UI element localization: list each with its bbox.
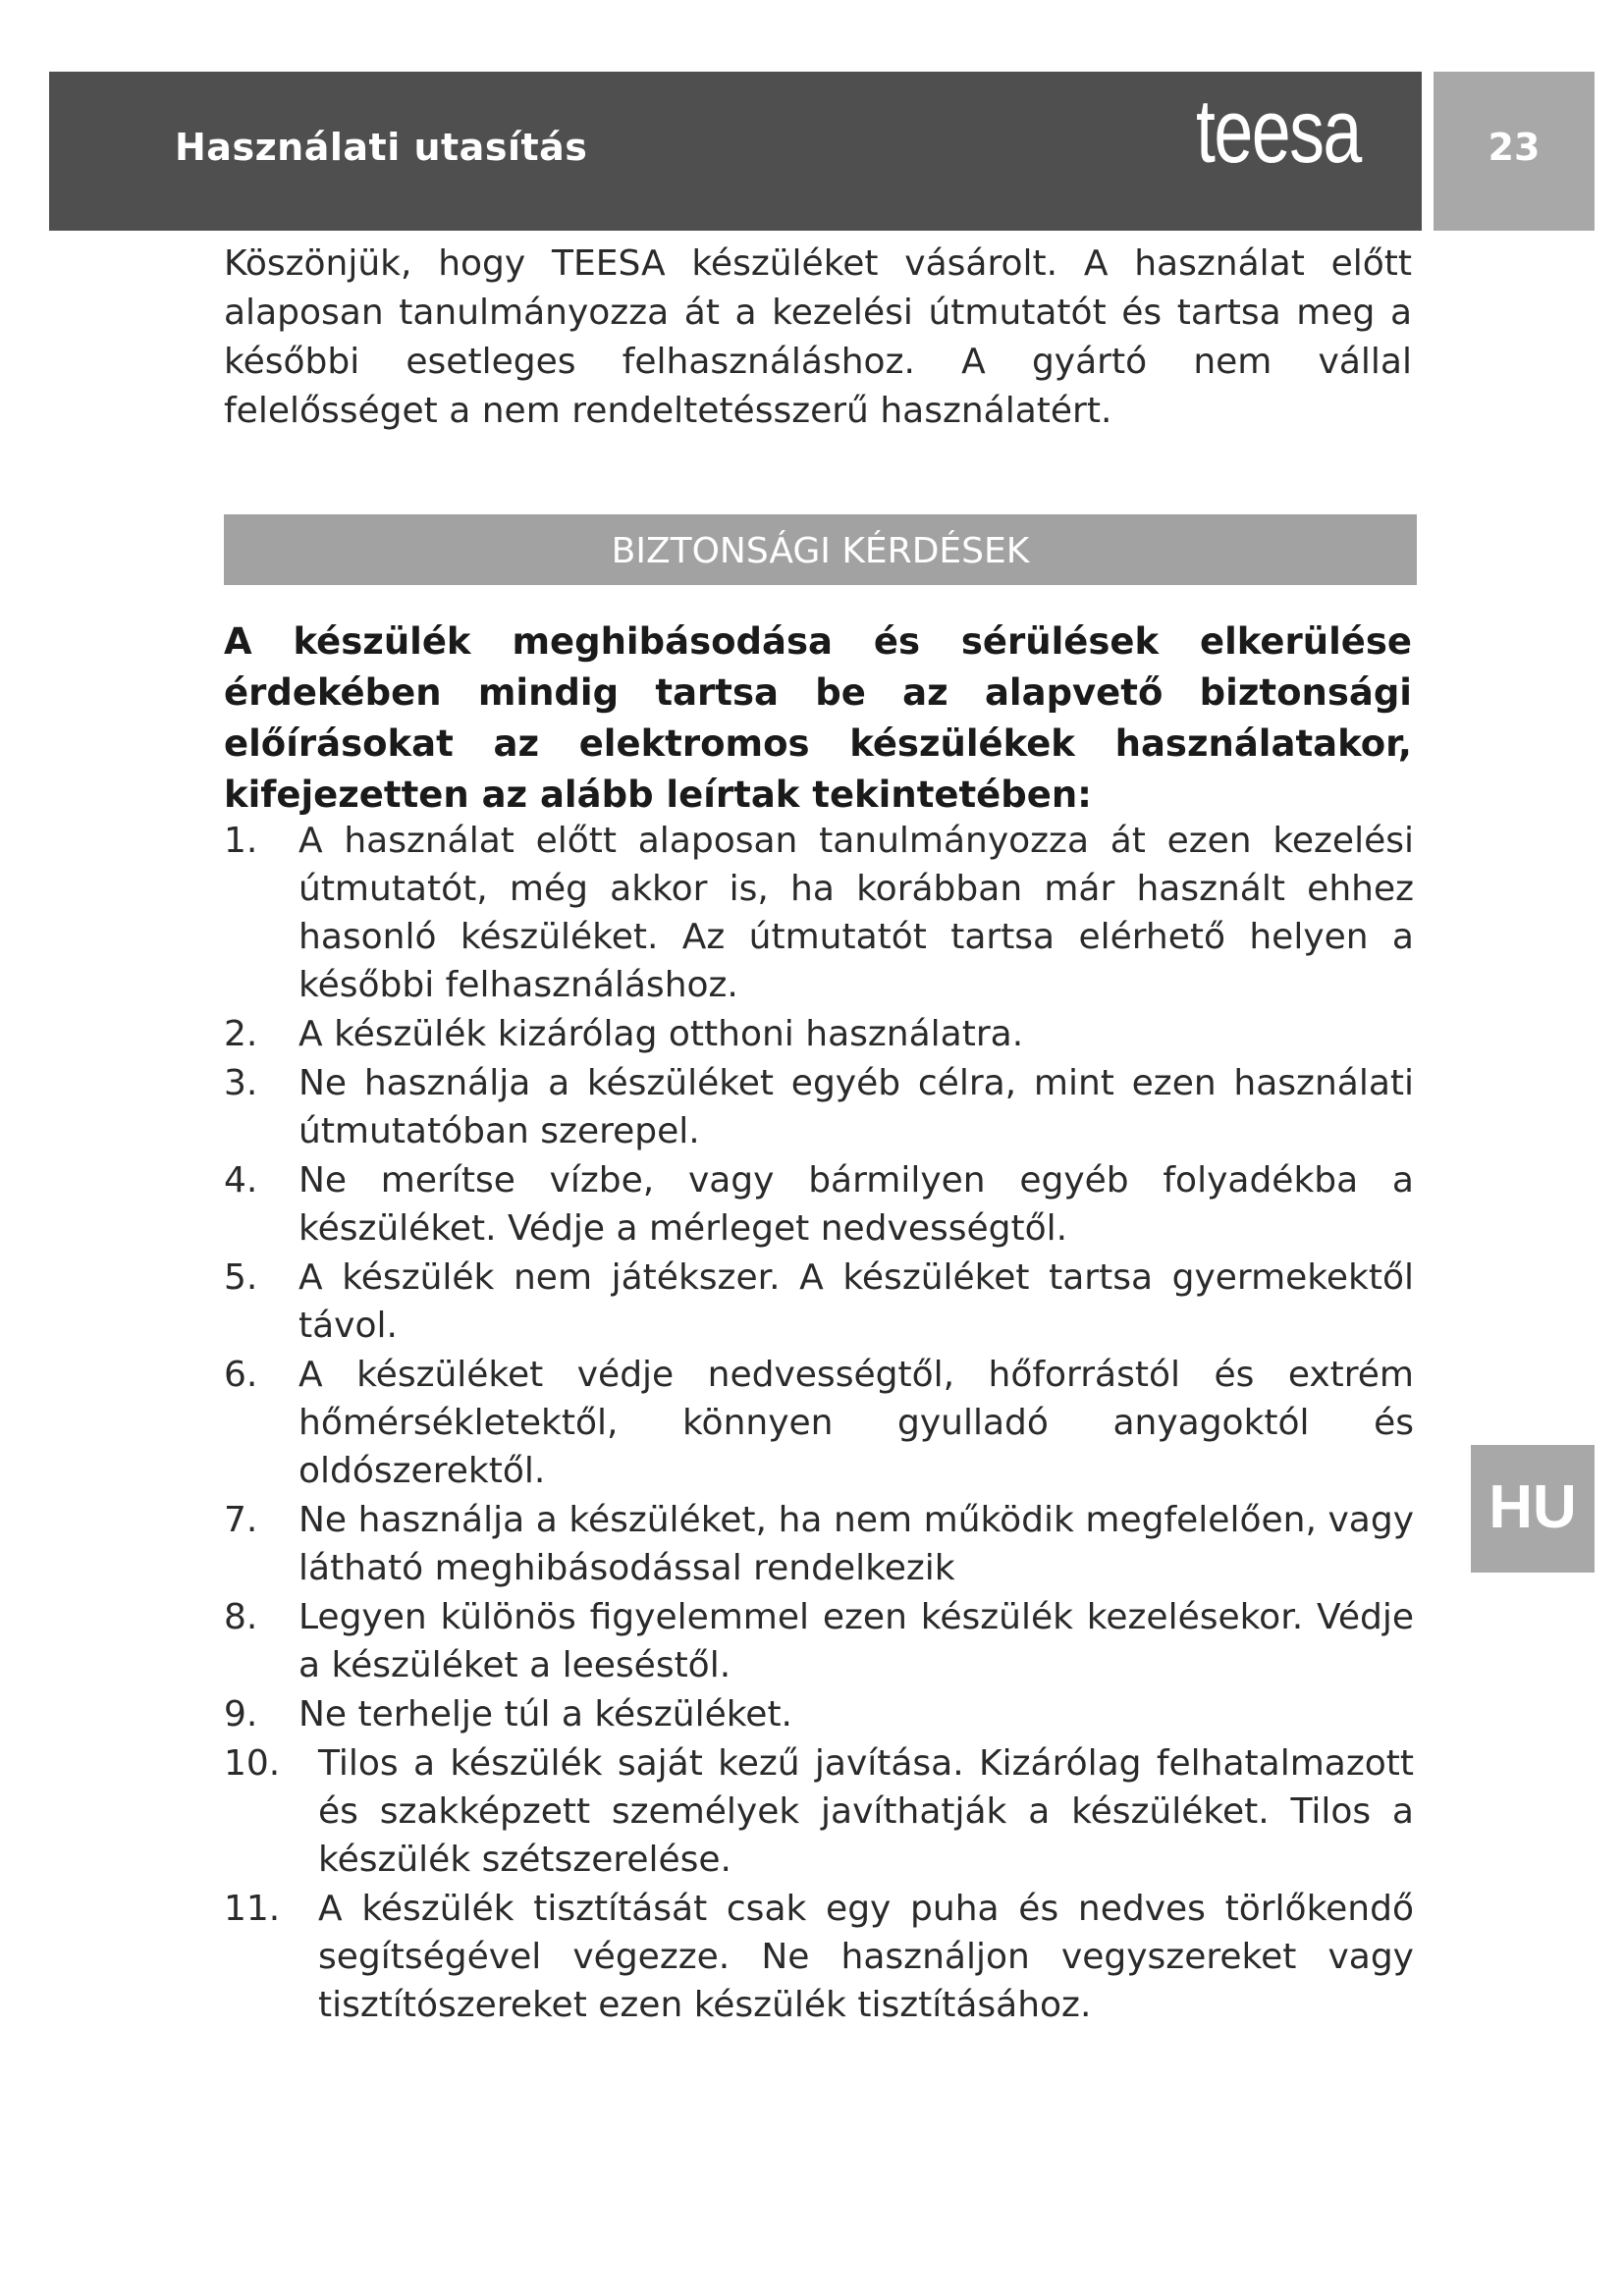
brand-logo: teesa	[1196, 81, 1361, 182]
item-number: 6.	[224, 1355, 258, 1395]
list-item	[224, 1254, 1414, 1350]
list-item	[224, 1351, 1414, 1495]
list-item	[224, 1059, 1414, 1155]
item-text: Ne használja a készüléket, ha nem működik megfelelően, vagy látható meghibásodással rendelkezik	[298, 1500, 1414, 1588]
item-text: Legyen különös figyelemmel ezen készülék kezelésekor. Védje a készüléket a leeséstől.	[298, 1597, 1414, 1685]
item-text: Ne használja a készüléket egyéb célra, mint ezen használati útmutatóban szerepel.	[298, 1063, 1414, 1151]
page-title: Használati utasítás	[175, 126, 588, 169]
item-number: 8.	[224, 1597, 258, 1637]
item-text: Ne merítse vízbe, vagy bármilyen egyéb folyadékba a készüléket. Védje a mérleget nedvességtől.	[298, 1160, 1414, 1249]
intro-paragraph: Köszönjük, hogy TEESA készüléket vásárolt. A használat előtt alaposan tanulmányozza át a kezelési útmutatót és tartsa meg a későbbi esetleges felhasználáshoz. A gyártó nem vállal felelősséget a nem rendeltetésszerű használatért.	[224, 243, 1412, 431]
section-title: BIZTONSÁGI KÉRDÉSEK	[611, 531, 1030, 571]
item-number: 2.	[224, 1014, 258, 1054]
item-number: 3.	[224, 1063, 258, 1103]
list-item	[224, 1496, 1414, 1592]
list-item	[224, 1885, 1414, 2029]
item-number: 11.	[224, 1889, 281, 1929]
list-item	[224, 1156, 1414, 1253]
item-text: Ne terhelje túl a készüléket.	[298, 1694, 792, 1735]
safety-rules-list	[224, 817, 1414, 2030]
item-number: 10.	[224, 1743, 281, 1784]
list-item	[224, 1739, 1414, 1884]
item-text: A használat előtt alaposan tanulmányozza át ezen kezelési útmutatót, még akkor is, ha korábban már használt ehhez hasonló készüléket. Az útmutatót tartsa elérhető helyen a későbbi felhasználáshoz.	[298, 821, 1414, 1005]
item-text: A készülék nem játékszer. A készüléket tartsa gyermekektől távol.	[298, 1257, 1414, 1346]
list-item	[224, 817, 1414, 1009]
item-number: 1.	[224, 821, 258, 861]
item-text: A készülék tisztítását csak egy puha és nedves törlőkendő segítségével végezze. Ne használjon vegyszereket vagy tisztítószereket ezen készülék tisztításához.	[318, 1889, 1414, 2025]
item-number: 5.	[224, 1257, 258, 1298]
page-number: 23	[1488, 126, 1541, 169]
safety-lead-paragraph: A készülék meghibásodása és sérülések elkerülése érdekében mindig tartsa be az alapvető biztonsági előírásokat az elektromos készülékek használatakor, kifejezetten az alább leírtak tekintetében:	[224, 620, 1412, 816]
item-text: A készülék kizárólag otthoni használatra.	[298, 1014, 1024, 1054]
item-number: 9.	[224, 1694, 258, 1735]
list-item	[224, 1690, 1414, 1738]
list-item	[224, 1010, 1414, 1058]
language-tab-label: HU	[1489, 1473, 1577, 1541]
item-text: A készüléket védje nedvességtől, hőforrástól és extrém hőmérsékletektől, könnyen gyulladó anyagoktól és oldószerektől.	[298, 1355, 1414, 1491]
list-item	[224, 1593, 1414, 1689]
item-text: Tilos a készülék saját kezű javítása. Kizárólag felhatalmazott és szakképzett személyek javíthatják a készüléket. Tilos a készülék szétszerelése.	[318, 1743, 1414, 1880]
item-number: 4.	[224, 1160, 258, 1201]
item-number: 7.	[224, 1500, 258, 1540]
